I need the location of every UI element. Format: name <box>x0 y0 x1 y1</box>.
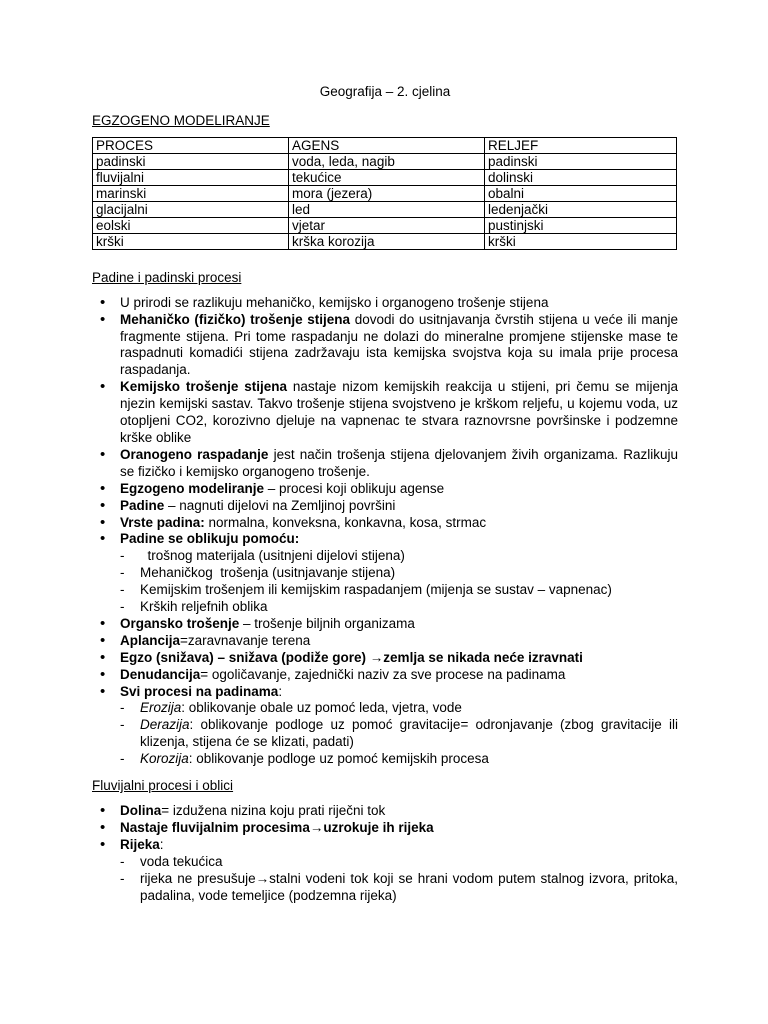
list-item <box>92 633 678 650</box>
bullet-term: Svi procesi na padinama <box>120 683 279 699</box>
bullet-text: = ogoličavanje, zajednički naziv za sve procese na padinama <box>200 666 566 682</box>
list-item <box>92 667 678 684</box>
bullet-text: jest način trošenja stijena djelovanjem živih organizama. Razlikuju se fizičko i kemijsko organogeno trošenje. <box>120 446 678 479</box>
bullet-term: Denudancija <box>120 666 201 682</box>
table-cell: marinski <box>93 185 289 201</box>
sub-list <box>120 548 678 616</box>
table-cell: vjetar <box>289 217 485 233</box>
fluvijalni-bullet-list <box>92 803 678 904</box>
sub-term: Erozija <box>140 700 182 716</box>
sub-list <box>120 854 678 905</box>
sub-text: : oblikovanje obale uz pomoć leda, vjetra, vode <box>181 700 462 716</box>
header-cell: RELJEF <box>485 137 677 153</box>
table-row <box>93 185 677 201</box>
bullet-term: Nastaje fluvijalnim procesima→uzrokuje ih rijeka <box>120 819 434 835</box>
table-cell: padinski <box>93 153 289 169</box>
list-item <box>92 531 678 616</box>
list-item <box>92 616 678 633</box>
sub-list-item <box>120 548 678 565</box>
table-row <box>93 233 677 249</box>
sub-list-item <box>120 565 678 582</box>
bullet-term: Padine <box>120 497 165 513</box>
sub-list-item <box>120 717 678 751</box>
bullet-text: normalna, konveksna, konkavna, kosa, strmac <box>204 514 487 530</box>
sub-text: trošnog materijala (usitnjeni dijelovi stijena) <box>140 548 405 564</box>
table-cell: krški <box>93 233 289 249</box>
sub-term: Derazija <box>140 717 190 733</box>
sub-text: : oblikovanje podloge uz pomoć kemijskih procesa <box>188 751 489 767</box>
bullet-text: dovodi do usitnjavanja čvrstih stijena u veće ili manje fragmente stijena. Pri tome raspadanju ne dolazi do mineralne promjene stijenske mase te raspadnuti komadići stijena zadržavaju ista kemijska svojstva koja su imala prije procesa raspadanja. <box>120 311 678 378</box>
sub-list <box>120 700 678 768</box>
bullet-term: Oranogeno raspadanje <box>120 446 269 462</box>
table-cell: mora (jezera) <box>289 185 485 201</box>
list-item <box>92 481 678 498</box>
table-header-row <box>93 137 677 153</box>
bullet-text: = izdužena nizina koju prati riječni tok <box>161 803 386 818</box>
list-item <box>92 515 678 532</box>
section-heading-fluvijalni: Fluvijalni procesi i oblici <box>92 778 234 794</box>
sub-list-item <box>120 871 678 905</box>
table-cell: pustinjski <box>485 217 677 233</box>
padine-bullet-list <box>92 295 678 768</box>
process-table <box>92 137 677 250</box>
sub-text: Krških reljefnih oblika <box>140 599 268 615</box>
header-cell: PROCES <box>93 137 289 153</box>
bullet-term: Mehaničko (fizičko) trošenje stijena <box>120 311 351 327</box>
table-cell: tekućice <box>289 169 485 185</box>
list-item <box>92 803 678 820</box>
table-cell: ledenjački <box>485 201 677 217</box>
bullet-text: nastaje nizom kemijskih reakcija u stijeni, pri čemu se mijenja njezin kemijski sastav. Takvo trošenje stijena svojstveno je krškom reljefu, u kojemu voda, uz otopljeni CO2, korozivno djeluje na vapnenac te stvara raznovrsne površinske i podzemne krške oblike <box>120 379 678 445</box>
bullet-term: Kemijsko trošenje stijena <box>120 379 288 395</box>
table-cell: padinski <box>485 153 677 169</box>
list-item <box>92 684 678 769</box>
bullet-term: Egzo (snižava) – snižava (podiže gore) →zemlja se nikada neće izravnati <box>120 649 583 665</box>
bullet-term: Organsko trošenje <box>120 615 240 631</box>
document-title: Geografija – 2. cjelina <box>319 84 451 99</box>
table-row <box>93 169 677 185</box>
table-cell: krški <box>485 233 677 249</box>
table-cell: voda, leda, nagib <box>289 153 485 169</box>
bullet-term: Egzogeno modeliranje <box>120 480 265 496</box>
bullet-term: Rijeka <box>120 836 160 852</box>
list-item <box>92 447 678 481</box>
table-row <box>93 217 677 233</box>
section-heading-padine: Padine i padinski procesi <box>92 269 242 285</box>
list-item <box>92 650 678 667</box>
sub-text: : oblikovanje podloge uz pomoć gravitacije= odronjavanje (zbog gravitacije ili klizenja, stijena će se klizati, padati) <box>140 717 678 750</box>
list-item <box>92 837 678 905</box>
sub-text: rijeka ne presušuje→stalni vodeni tok koji se hrani vodom putem stalnog izvora, pritoka, padalina, vode temeljice (podzemna rijeka) <box>140 870 678 903</box>
bullet-text: – trošenje biljnih organizama <box>239 615 415 631</box>
sub-term: Korozija <box>140 751 189 767</box>
table-cell: glacijalni <box>93 201 289 217</box>
sub-list-item <box>120 854 678 871</box>
list-item <box>92 379 678 447</box>
bullet-text: =zaravnavanje terena <box>180 632 311 648</box>
main-heading: EGZOGENO MODELIRANJE <box>92 112 270 128</box>
bullet-term: Vrste padina: <box>120 514 205 530</box>
header-cell: AGENS <box>289 137 485 153</box>
bullet-text: U prirodi se razlikuju mehaničko, kemijsko i organogeno trošenje stijena <box>120 294 549 310</box>
table-cell: fluvijalni <box>93 169 289 185</box>
table-cell: dolinski <box>485 169 677 185</box>
sub-list-item <box>120 751 678 768</box>
bullet-term: Padine se oblikuju pomoću: <box>120 531 300 547</box>
list-item <box>92 498 678 515</box>
list-item <box>92 295 678 312</box>
table-cell: krška korozija <box>289 233 485 249</box>
sub-text: Kemijskim trošenjem ili kemijskim raspadanjem (mijenja se sustav – vapnenac) <box>140 582 612 598</box>
bullet-text: : <box>159 836 164 852</box>
document-page <box>92 84 678 914</box>
sub-text: Mehaničkog trošenja (usitnjavanje stijena) <box>140 565 396 581</box>
list-item <box>92 820 678 837</box>
bullet-term: Dolina <box>120 803 162 818</box>
sub-list-item <box>120 700 678 717</box>
table-cell: eolski <box>93 217 289 233</box>
table-row <box>93 153 677 169</box>
sub-text: voda tekućica <box>140 853 223 869</box>
bullet-text: – nagnuti dijelovi na Zemljinoj površini <box>164 497 396 513</box>
table-row <box>93 201 677 217</box>
bullet-term: Aplancija <box>120 632 181 648</box>
table-cell: led <box>289 201 485 217</box>
sub-list-item <box>120 582 678 599</box>
sub-list-item <box>120 599 678 616</box>
bullet-text: : <box>278 683 283 699</box>
bullet-text: – procesi koji oblikuju agense <box>264 480 445 496</box>
table-cell: obalni <box>485 185 677 201</box>
list-item <box>92 312 678 380</box>
